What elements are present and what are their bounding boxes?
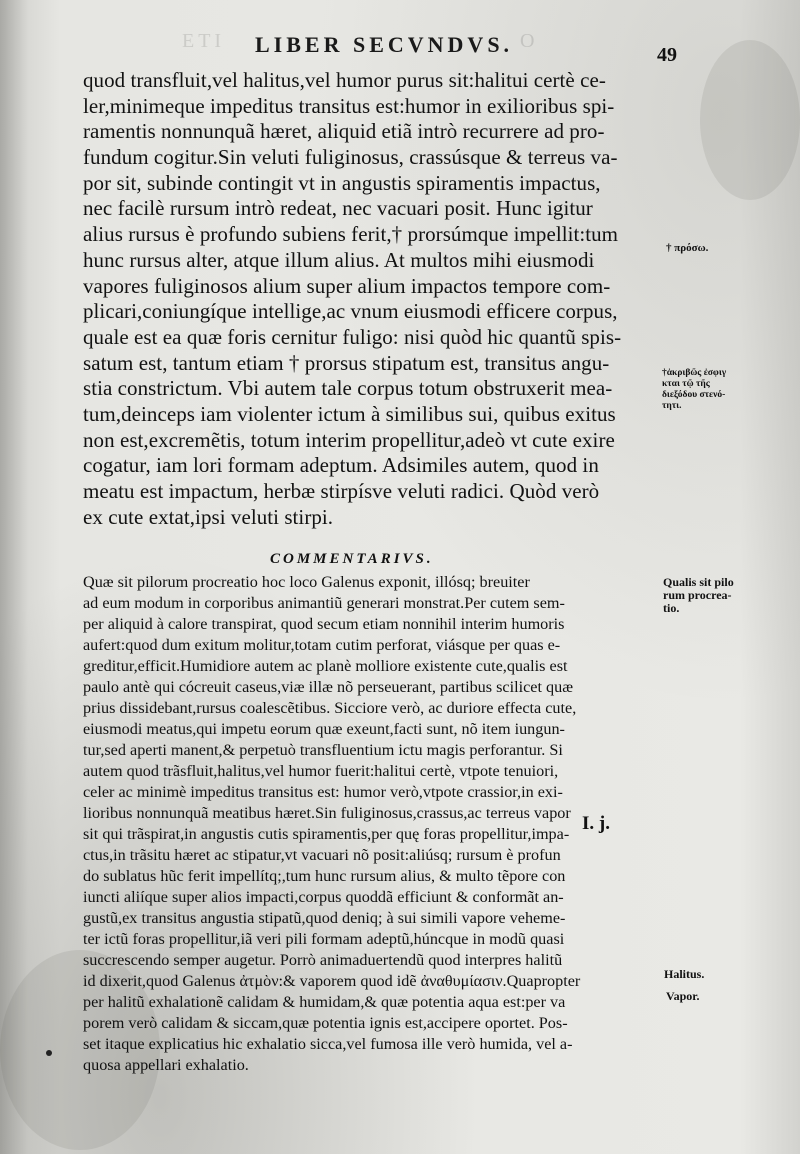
commentary-line: do sublatus hũc ferit impellítq;,tum hunc rursum alius, & multo tẽpore con bbox=[83, 867, 566, 885]
main-text-line: meatu est impactum, herbæ stirpísve veluti radici. Quòd verò bbox=[83, 479, 600, 503]
commentary-line: eiusmodi meatus,qui impetu eorum quæ exeunt,facti sunt, nõ item iungun- bbox=[83, 720, 565, 738]
margin-note-line: tio. bbox=[663, 601, 680, 615]
main-text-line: stia constrictum. Vbi autem tale corpus totum obstruxerit mea- bbox=[83, 376, 613, 401]
commentary-line: tur,sed aperti manent,& perpetuò transfluentium ictu magis perforantur. Si bbox=[83, 741, 563, 759]
bleed-through-head: ETI bbox=[182, 30, 226, 52]
margin-note-line: διεξόδου στενό- bbox=[662, 390, 726, 400]
main-text-line: quale est ea quæ foris cernitur fuligo: nisi quòd hic quantũ spis- bbox=[83, 324, 622, 349]
margin-note-line: rum procrea- bbox=[663, 588, 732, 602]
commentary-line: id dixerit,quod Galenus ἀτμὸν:& vaporem quod idẽ ἀναθυμίασιν.Quapropter bbox=[83, 972, 581, 990]
commentary-line: ter ictũ foras propellitur,iã veri pili formam adeptũ,húncque in modũ quasi bbox=[83, 930, 565, 948]
margin-note-greek: † πρόσω. bbox=[666, 242, 709, 254]
commentary-line: per halitũ exhalationẽ calidam & humidam,& quæ potentia aqua est:per va bbox=[83, 993, 566, 1011]
main-text-block bbox=[83, 68, 663, 530]
main-text-line: non est,excremẽtis, totum interim propellitur,adeò vt cute exire bbox=[83, 427, 615, 452]
margin-note-halitus: Halitus. bbox=[664, 967, 705, 981]
commentary-line: greditur,efficit.Humidiore autem ac planè molliore existente cute,qualis est bbox=[83, 657, 568, 675]
commentary-line: autem quod trãsfluit,halitus,vel humor fuerit:halitui certè, vtpote tenuiori, bbox=[83, 762, 559, 780]
commentary-text-block bbox=[83, 572, 663, 1076]
ink-spot bbox=[46, 1050, 52, 1056]
commentary-line: set itaque explicatius hic exhalatio sicca,vel fumosa ille verò humida, vel a- bbox=[83, 1035, 573, 1053]
main-text-line: plicari,coniungíque intellige,ac vnum eiusmodi efficere corpus, bbox=[83, 299, 618, 324]
signature-mark: I. j. bbox=[582, 813, 610, 834]
running-head: LIBER SECVNDVS. bbox=[255, 32, 514, 57]
main-text-line: satum est, tantum etiam † prorsus stipatum est, transitus angu- bbox=[83, 350, 610, 375]
commentary-line: paulo antè qui cócreuit caseus,viæ illæ nõ perseuerant, partibus scilicet quæ bbox=[83, 678, 573, 696]
commentary-line: aufert:quod dum exitum molitur,totam cutim perforat, viásque per quas e- bbox=[83, 636, 561, 654]
margin-note-greek-block bbox=[662, 368, 726, 412]
main-text-line: quod transfluit,vel halitus,vel humor purus sit:halitui certè ce- bbox=[83, 68, 606, 92]
margin-note-line: κται τῷ τῆς bbox=[662, 379, 710, 389]
commentary-line: iuncti aliíque super alios impacti,corpus quoddã efficiunt & conformãt an- bbox=[83, 888, 564, 906]
bleed-through-head-right: O bbox=[520, 30, 539, 52]
commentary-line: per aliquid à calore transpirat, quod secum etiam nonnihil interim humoris bbox=[83, 615, 565, 633]
margin-note-line: Qualis sit pilo bbox=[663, 575, 734, 589]
page-number: 49 bbox=[657, 44, 677, 66]
main-text-line: cogatur, iam lori formam adeptum. Adsimiles autem, quod in bbox=[83, 453, 599, 478]
commentary-line: porem verò calidam & siccam,quæ potentia ignis est,accipere oportet. Pos- bbox=[83, 1014, 568, 1032]
main-text-line: por sit, subinde contingit vt in angustis spiramentis impactus, bbox=[83, 170, 601, 195]
commentary-line: quosa appellari exhalatio. bbox=[83, 1056, 249, 1074]
commentary-line: ad eum modum in corporibus animantiũ generari monstrat.Per cutem sem- bbox=[83, 594, 565, 612]
main-text-line: vapores fuliginosos alium super alium impactos tempore com- bbox=[83, 273, 611, 298]
commentary-line: Quæ sit pilorum procreatio hoc loco Galenus exponit, illósq; breuiter bbox=[83, 573, 530, 591]
main-text-line: ler,minimeque impeditus transitus est:humor in exilioribus spi- bbox=[83, 93, 615, 118]
commentary-line: gustũ,ex transitus angustia stipatũ,quod deniq; à sui simili vapore veheme- bbox=[83, 909, 566, 927]
commentary-line: lioribus nonnunquã meatibus hæret.Sin fuliginosus,crassus,ac terreus vapor bbox=[83, 804, 571, 822]
margin-note-qualis bbox=[663, 576, 734, 615]
margin-note-line: τητι. bbox=[662, 401, 682, 411]
main-text-line: ramentis nonnunquã hæret, aliquid etiã intrò recurrere ad pro- bbox=[83, 119, 605, 144]
commentary-heading: COMMENTARIVS. bbox=[270, 551, 434, 567]
main-text-line: fundum cogitur.Sin veluti fuliginosus, crassúsque & terreus va- bbox=[83, 145, 618, 170]
page-stain-top-right bbox=[700, 40, 800, 200]
main-text-line: tum,deinceps iam violenter ictum à similibus sui, quibus exitus bbox=[83, 401, 616, 426]
main-text-line: nec facilè rursum intrò redeat, nec vacuari posit. Hunc igitur bbox=[83, 196, 593, 221]
main-text-line: hunc rursus alter, atque illum alius. At multos mihi eiusmodi bbox=[83, 247, 595, 272]
commentary-line: sit qui trãspirat,in angustis cutis spiramentis,per quę foras propellitur,impa- bbox=[83, 825, 570, 843]
main-text-line: alius rursus è profundo subiens ferit,† prorsúmque impellit:tum bbox=[83, 222, 619, 247]
margin-note-vapor: Vapor. bbox=[666, 989, 700, 1003]
margin-note-line: †ἀκριβῶς ἐσφιγ bbox=[662, 368, 727, 378]
commentary-line: ctus,in trãsitu hæret ac stipatur,vt vacuari nõ posit:aliúsq; rursum è profun bbox=[83, 846, 561, 864]
commentary-line: prius dissidebant,rursus coalescẽtibus. Sicciore verò, ac duriore effecta cute, bbox=[83, 699, 577, 717]
main-text-line: ex cute extat,ipsi veluti stirpi. bbox=[83, 504, 334, 529]
commentary-line: succrescendo semper augetur. Porrò animaduertendũ quod interpres halitũ bbox=[83, 951, 563, 969]
commentary-line: celer ac minimè impeditus transitus est: humor verò,vtpote crassior,in exi- bbox=[83, 783, 563, 801]
